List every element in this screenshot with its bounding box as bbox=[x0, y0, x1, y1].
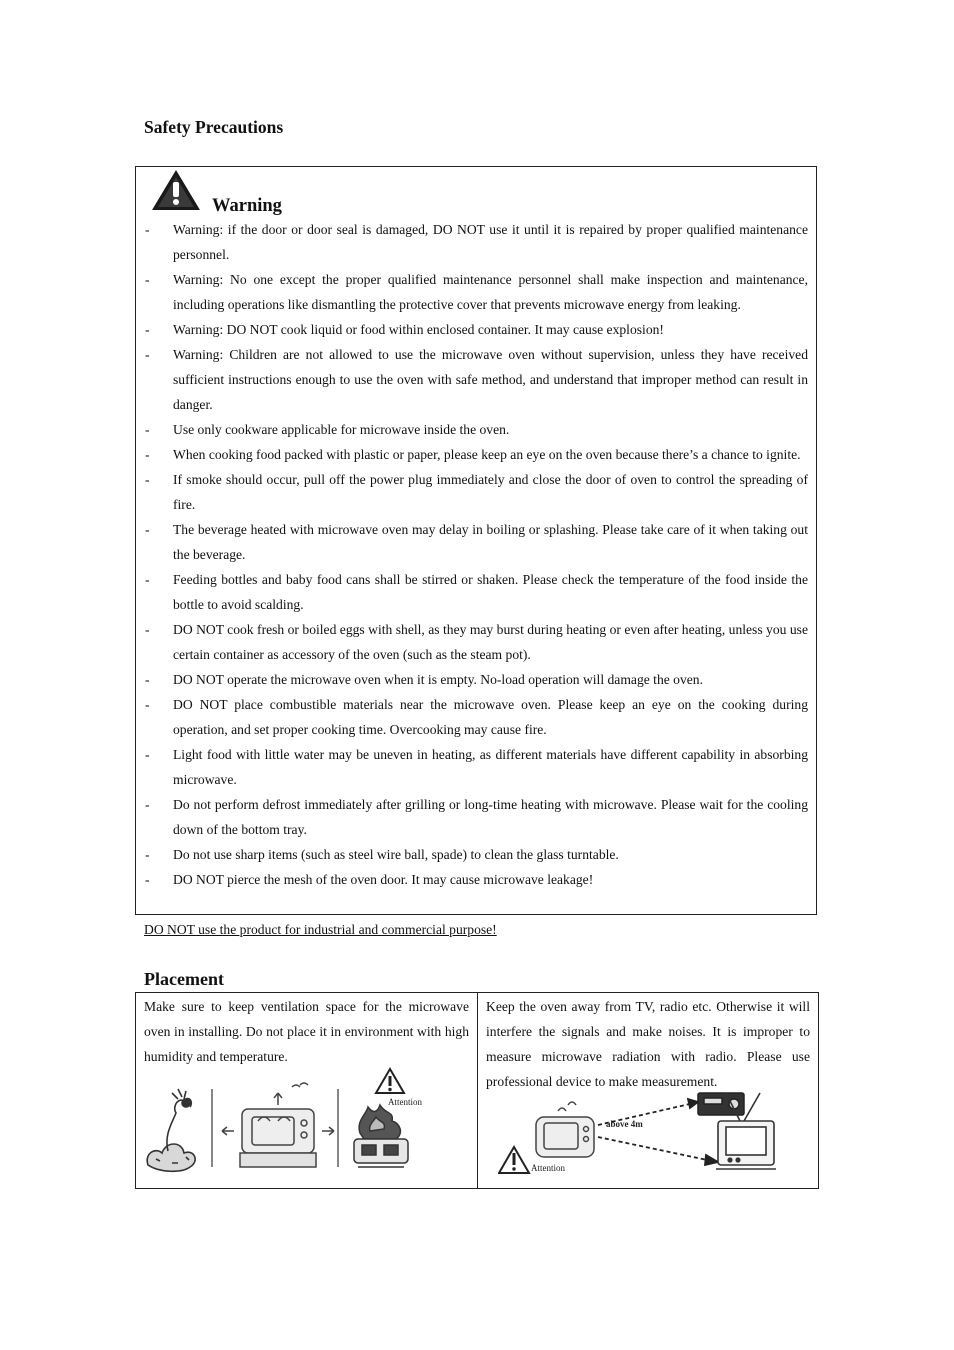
list-dash: - bbox=[145, 522, 150, 537]
list-dash: - bbox=[145, 422, 150, 437]
list-item bbox=[136, 517, 816, 567]
warning-title: Warning bbox=[212, 196, 282, 216]
placement-table bbox=[135, 992, 819, 1189]
list-dash: - bbox=[145, 322, 150, 337]
list-item bbox=[136, 267, 816, 317]
list-item bbox=[136, 617, 816, 667]
list-item bbox=[136, 792, 816, 842]
list-item-text: Use only cookware applicable for microwave inside the oven. bbox=[173, 422, 510, 437]
distance-label: above 4m bbox=[606, 1119, 643, 1129]
list-item bbox=[136, 867, 816, 892]
warning-box bbox=[135, 166, 817, 915]
list-item-text: DO NOT operate the microwave oven when it is empty. No-load operation will damage the oven. bbox=[173, 672, 704, 687]
microwave-ventilation-icon bbox=[222, 1083, 334, 1167]
list-dash: - bbox=[145, 572, 150, 587]
list-item-text: Warning: if the door or door seal is damaged, DO NOT use it until it is repaired by proper qualified maintenance personnel. bbox=[173, 222, 808, 262]
attention-triangle-icon bbox=[499, 1147, 529, 1173]
list-dash: - bbox=[145, 622, 150, 637]
list-item bbox=[136, 467, 816, 517]
list-item bbox=[136, 217, 816, 267]
list-item bbox=[136, 342, 816, 417]
list-item-text: If smoke should occur, pull off the power plug immediately and close the door of oven to control the spreading of fire. bbox=[173, 472, 808, 512]
list-item-text: DO NOT pierce the mesh of the oven door. It may cause microwave leakage! bbox=[173, 872, 594, 887]
list-item bbox=[136, 742, 816, 792]
list-item bbox=[136, 317, 816, 342]
list-item bbox=[136, 417, 816, 442]
list-item-text: Warning: No one except the proper qualified maintenance personnel shall make inspection and maintenance, including operations like dismantling the protective cover that prevents microwave energy from leaking. bbox=[173, 272, 808, 312]
list-item-text: Light food with little water may be uneven in heating, as different materials have different capability in absorbing microwave. bbox=[173, 747, 808, 787]
list-dash: - bbox=[145, 747, 150, 762]
list-dash: - bbox=[145, 847, 150, 862]
commercial-use-note: DO NOT use the product for industrial and commercial purpose! bbox=[144, 922, 497, 937]
warning-header bbox=[148, 168, 348, 218]
attention-label: Attention bbox=[531, 1163, 565, 1173]
list-item-text: Do not use sharp items (such as steel wire ball, spade) to clean the glass turntable. bbox=[173, 847, 619, 862]
placement-heading: Placement bbox=[144, 969, 224, 989]
list-item bbox=[136, 667, 816, 692]
list-item bbox=[136, 442, 816, 467]
warning-triangle-icon bbox=[150, 168, 202, 212]
list-item bbox=[136, 692, 816, 742]
list-item-text: Warning: DO NOT cook liquid or food within enclosed container. It may cause explosion! bbox=[173, 322, 664, 337]
ventilation-illustration bbox=[142, 1067, 472, 1177]
list-item-text: Do not perform defrost immediately after grilling or long-time heating with microwave. Please wait for the cooling down of the bottom tray. bbox=[173, 797, 808, 837]
list-dash: - bbox=[145, 797, 150, 812]
fire-hazard-icon bbox=[354, 1105, 408, 1167]
microwave-icon bbox=[536, 1102, 594, 1157]
list-item-text: DO NOT place combustible materials near the microwave oven. Please keep an eye on the cooking during operation, and set proper cooking time. Overcooking may cause fire. bbox=[173, 697, 808, 737]
list-item-text: Feeding bottles and baby food cans shall be stirred or shaken. Please check the temperature of the food inside the bottle to avoid scalding. bbox=[173, 572, 808, 612]
list-item bbox=[136, 567, 816, 617]
ventilation-text: Make sure to keep ventilation space for the microwave oven in installing. Do not place it in environment with high humidity and temperature. bbox=[144, 999, 469, 1064]
water-splash-icon bbox=[147, 1089, 195, 1171]
warning-list bbox=[136, 217, 816, 892]
list-dash: - bbox=[145, 447, 150, 462]
list-dash: - bbox=[145, 672, 150, 687]
list-dash: - bbox=[145, 347, 150, 362]
list-item-text: When cooking food packed with plastic or paper, please keep an eye on the oven because there’s a chance to ignite. bbox=[173, 447, 801, 462]
list-dash: - bbox=[145, 472, 150, 487]
attention-label: Attention bbox=[388, 1097, 422, 1107]
list-item-text: The beverage heated with microwave oven may delay in boiling or splashing. Please take care of it when taking out the beverage. bbox=[173, 522, 808, 562]
page-title: Safety Precautions bbox=[144, 117, 284, 137]
attention-triangle-icon bbox=[376, 1069, 404, 1093]
list-dash: - bbox=[145, 872, 150, 887]
list-item-text: Warning: Children are not allowed to use the microwave oven without supervision, unless they have received sufficient instructions enough to use the oven with safe method, and understand that improper method can result in danger. bbox=[173, 347, 808, 412]
list-item bbox=[136, 842, 816, 867]
list-item-text: DO NOT cook fresh or boiled eggs with shell, as they may burst during heating or even after heating, unless you use certain container as accessory of the oven (such as the steam pot). bbox=[173, 622, 808, 662]
list-dash: - bbox=[145, 222, 150, 237]
radio-icon bbox=[698, 1093, 744, 1115]
interference-illustration bbox=[498, 1091, 788, 1183]
list-dash: - bbox=[145, 697, 150, 712]
placement-cell-ventilation bbox=[136, 993, 478, 1188]
interference-text: Keep the oven away from TV, radio etc. Otherwise it will interfere the signals and make noises. It is improper to measure microwave radiation with radio. Please use professional device to make measurement. bbox=[486, 999, 810, 1089]
placement-cell-interference bbox=[478, 993, 818, 1188]
list-dash: - bbox=[145, 272, 150, 287]
